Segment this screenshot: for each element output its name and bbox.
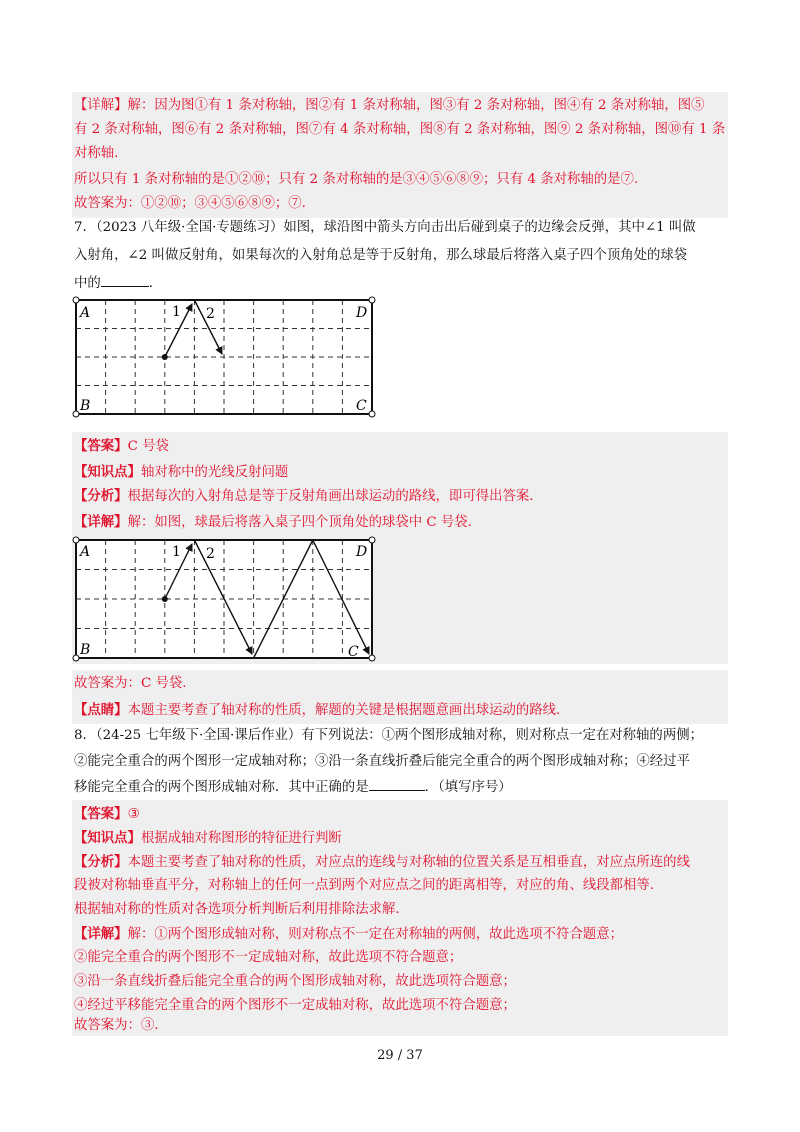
- answer-text: ③: [127, 807, 140, 822]
- knowledge-tag: 【知识点】: [74, 830, 141, 846]
- answer-8-analysis-2: 段被对称轴垂直平分，对称轴上的任何一点到两个对应点之间的距离相等，对应的角、线段都相等．: [74, 878, 664, 893]
- label-c: C: [348, 644, 359, 660]
- analysis-text: 本题主要考查了轴对称的性质，对应点的连线与对称轴的位置关系是互相垂直，对应点所连的线: [127, 855, 690, 870]
- detail-text: 解：①两个图形成轴对称，则对称点不一定在对称轴的两侧，故此选项不符合题意；: [127, 927, 624, 942]
- label-a: A: [80, 305, 91, 321]
- pocket-c: [369, 411, 375, 417]
- answer-7-analysis: [74, 486, 543, 507]
- answer-blank: [369, 776, 425, 791]
- answer-text: C 号袋: [127, 439, 169, 454]
- answer-8-detail-2: ②能完全重合的两个图形不一定成轴对称，故此选项不符合题意；: [74, 950, 463, 965]
- answer-8-final: 故答案为：③．: [74, 1018, 168, 1033]
- question-7-text-end: ．: [148, 276, 163, 291]
- question-8-line-2: ②能完全重合的两个图形一定成轴对称；③沿一条直线折叠后能完全重合的两个图形成轴对称；④经过平: [74, 754, 690, 769]
- question-7-line-1: 7．（2023 八年级·全国·专题练习）如图，球沿图中箭头方向击出后碰到桌子的边缘会反弹，其中∠1 叫做: [74, 220, 696, 235]
- angle-2-label: 2: [206, 546, 215, 562]
- detail-text: 解：如图，球最后将落入桌子四个顶角处的球袋中 C 号袋．: [127, 515, 482, 530]
- label-d: D: [356, 305, 368, 321]
- pocket-c: [369, 655, 375, 661]
- question-8-line-1: 8．（24-25 七年级下·全国·课后作业）有下列说法：①两个图形成轴对称，则对称点一定在对称轴的两侧；: [74, 728, 703, 743]
- pocket-b: [73, 655, 79, 661]
- solution-6-line-2: 有 2 条对称轴，图⑥有 2 条对称轴，图⑦有 4 条对称轴，图⑧有 2 条对称轴，图⑨ 2 条对称轴，图⑩有 1 条: [74, 122, 726, 137]
- answer-8-detail-4: ④经过平移能完全重合的两个图形不一定成轴对称，故此选项不符合题意；: [74, 998, 516, 1013]
- label-c: C: [356, 398, 367, 414]
- knowledge-text: 根据成轴对称图形的特征进行判断: [140, 831, 342, 846]
- answer-8-detail-3: ③沿一条直线折叠后能完全重合的两个图形成轴对称，故此选项符合题意；: [74, 974, 516, 989]
- answer-8-analysis-3: 根据轴对称的性质对各选项分析判断后利用排除法求解．: [74, 902, 409, 917]
- pocket-a: [73, 537, 79, 543]
- question-7-line-2: 入射角，∠2 叫做反射角，如果每次的入射角总是等于反射角，那么球最后将落入桌子四个顶角处的球袋: [74, 248, 688, 263]
- analysis-tag: 【分析】: [74, 854, 128, 870]
- answer-tag: 【答案】: [74, 806, 128, 822]
- angle-1-label: 1: [172, 304, 181, 320]
- billiard-path-figure: [72, 536, 378, 662]
- label-a: A: [80, 544, 91, 560]
- solution-6-line-1: 【详解】解：因为图①有 1 条对称轴，图②有 1 条对称轴，图③有 2 条对称轴，图④有 2 条对称轴，图⑤: [74, 98, 705, 113]
- answer-7-detail: [74, 512, 481, 533]
- detail-tag: 【详解】: [74, 514, 128, 530]
- pocket-d: [369, 537, 375, 543]
- question-8-text: 移能完全重合的两个图形成轴对称．其中正确的是: [74, 780, 369, 795]
- analysis-tag: 【分析】: [74, 488, 128, 504]
- answer-7-knowledge: [74, 462, 288, 483]
- question-8-text-end: ．（填写序号）: [424, 780, 512, 795]
- pocket-b: [73, 411, 79, 417]
- label-b: B: [80, 642, 91, 658]
- answer-7-answer: [74, 436, 169, 457]
- page-number: 29 / 37: [377, 1048, 423, 1063]
- question-7-text: 中的: [74, 276, 101, 291]
- question-7-line-3: [74, 272, 162, 294]
- pocket-d: [369, 297, 375, 303]
- solution-6-answer: 故答案为：①②⑩；③④⑤⑥⑧⑨；⑦.: [74, 196, 306, 211]
- knowledge-text: 轴对称中的光线反射问题: [140, 465, 289, 480]
- angle-1-label: 1: [172, 544, 181, 560]
- grid-lines: [76, 300, 372, 414]
- comment-text: 本题主要考查了轴对称的性质，解题的关键是根据题意画出球运动的路线．: [127, 703, 570, 718]
- answer-7-final: 故答案为：C 号袋．: [74, 676, 196, 691]
- knowledge-tag: 【知识点】: [74, 464, 141, 480]
- solution-6-line-3: 对称轴.: [74, 146, 119, 161]
- answer-blank: [101, 272, 149, 287]
- comment-tag: 【点睛】: [74, 702, 128, 718]
- label-d: D: [356, 544, 368, 560]
- answer-8-detail-1: [74, 924, 623, 945]
- answer-7-comment: [74, 700, 569, 721]
- analysis-text: 根据每次的入射角总是等于反射角画出球运动的路线，即可得出答案．: [127, 489, 543, 504]
- angle-2-label: 2: [206, 306, 215, 322]
- answer-tag: 【答案】: [74, 438, 128, 454]
- pocket-a: [73, 297, 79, 303]
- billiard-table-figure: [72, 296, 378, 420]
- detail-tag: 【详解】: [74, 926, 128, 942]
- question-8-line-3: [74, 776, 512, 798]
- solution-6-line-4: 所以只有 1 条对称轴的是①②⑩；只有 2 条对称轴的是③④⑤⑥⑧⑨；只有 4 条对称轴的是⑦.: [74, 172, 639, 187]
- label-b: B: [80, 398, 91, 414]
- answer-8-analysis-1: [74, 852, 690, 873]
- answer-8-knowledge: [74, 828, 342, 849]
- answer-8-answer: [74, 804, 140, 825]
